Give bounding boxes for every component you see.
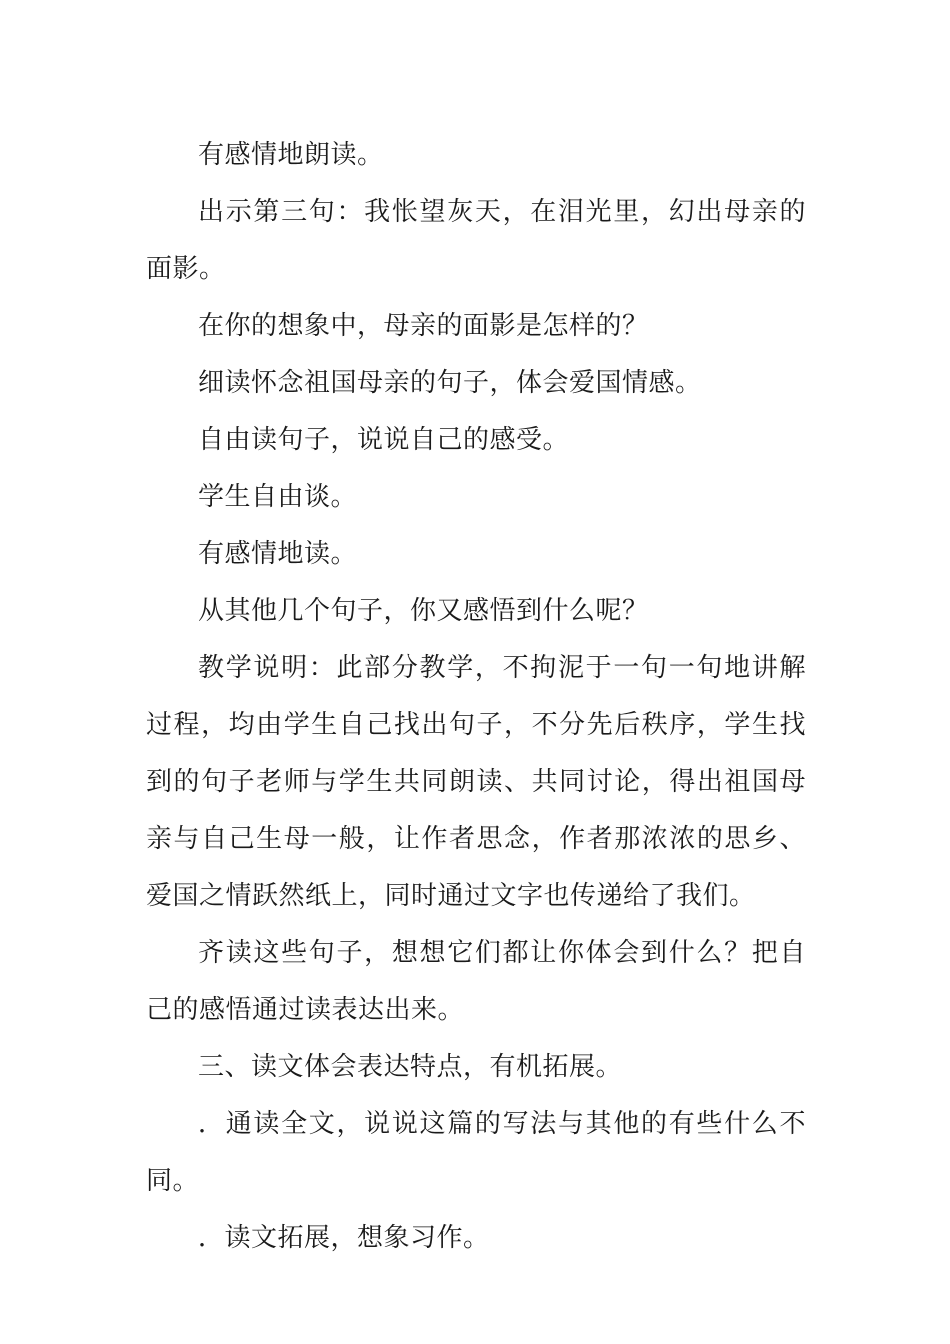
paragraph: 有感情地朗读。: [198, 140, 384, 170]
paragraph: 从其他几个句子，你又感悟到什么呢？: [198, 596, 649, 626]
paragraph: 自由读句子，说说自己的感受。: [198, 425, 570, 455]
paragraph: 细读怀念祖国母亲的句子，体会爱国情感。: [198, 368, 702, 398]
list-item: ．读文拓展，想象习作。: [198, 1223, 490, 1253]
paragraph: 学生自由谈。: [198, 482, 358, 512]
paragraph: 齐读这些句子，想想它们都让你体会到什么？把自己的感悟通过读表达出来。: [146, 938, 806, 1025]
list-item: ．通读全文，说说这篇的写法与其他的有些什么不同。: [146, 1109, 806, 1196]
section-heading: 三、读文体会表达特点，有机拓展。: [198, 1052, 623, 1082]
paragraph: 在你的想象中，母亲的面影是怎样的？: [198, 311, 649, 341]
paragraph: 有感情地读。: [198, 539, 358, 569]
document-body: [146, 127, 806, 1267]
paragraph: 出示第三句：我怅望灰天，在泪光里，幻出母亲的面影。: [146, 197, 806, 284]
paragraph: 教学说明：此部分教学，不拘泥于一句一句地讲解过程，均由学生自己找出句子，不分先后秩序，学生找到的句子老师与学生共同朗读、共同讨论，得出祖国母亲与自己生母一般，让作者思念，作者那浓浓的思乡、爱国之情跃然纸上，同时通过文字也传递给了我们。: [146, 653, 806, 911]
